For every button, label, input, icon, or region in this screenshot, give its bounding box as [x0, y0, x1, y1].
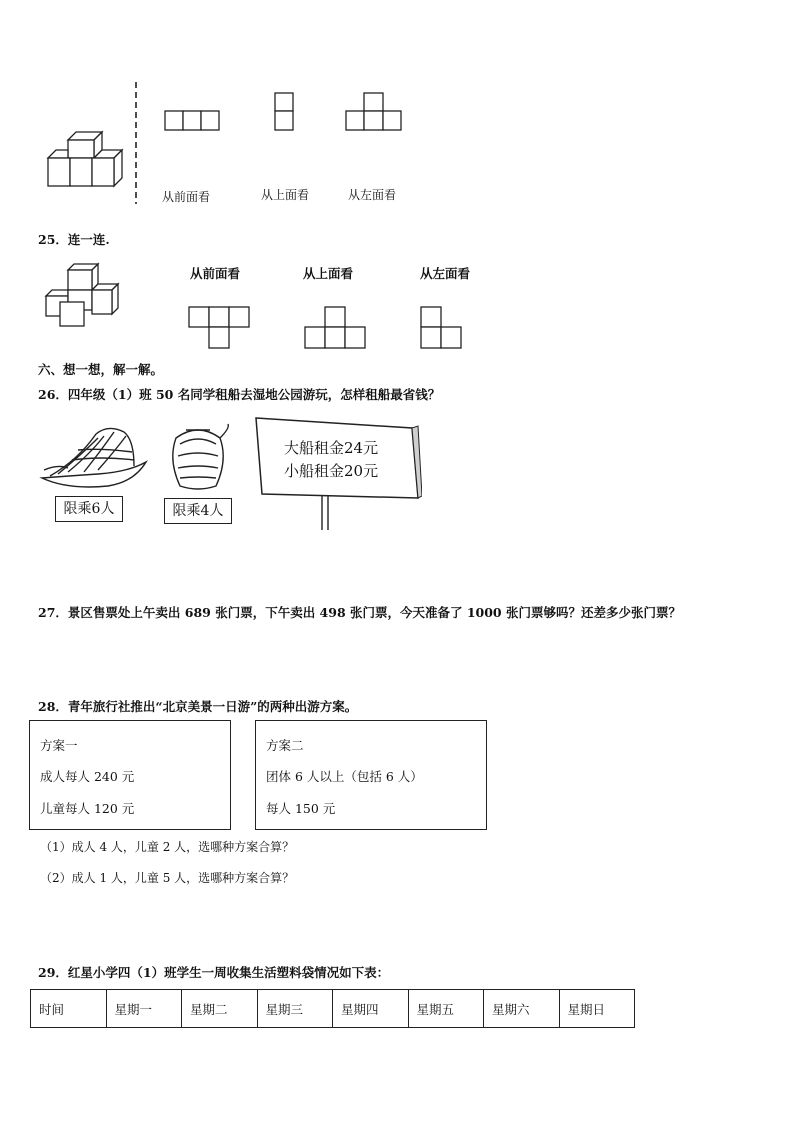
q25-label-top: 从上面看: [303, 266, 354, 281]
plan-one-child-price: 儿童每人 120 元: [40, 801, 135, 816]
small-boat-tag: 限乘4人: [164, 498, 232, 524]
q25-label-front: 从前面看: [190, 266, 241, 281]
big-boat-icon: [38, 420, 150, 492]
plan-two-group-rule: 团体 6 人以上（包括 6 人）: [266, 769, 423, 784]
sign-small-boat-price: 小船租金20元: [284, 462, 379, 480]
table-header-cell: 星期日: [559, 990, 635, 1028]
table-header-cell: 星期三: [257, 990, 333, 1028]
q28-sub2: （2）成人 1 人，儿童 5 人，选哪种方案合算？: [40, 871, 295, 885]
big-boat-tag: 限乘6人: [55, 496, 123, 522]
q28-title: 28．青年旅行社推出“北京美景一日游”的两种出游方案。: [38, 699, 358, 714]
plan-two-price: 每人 150 元: [266, 801, 336, 816]
table-header-cell: 星期四: [333, 990, 409, 1028]
q28-sub1: （1）成人 4 人，儿童 2 人，选哪种方案合算？: [40, 840, 295, 854]
q24-view-top: [274, 92, 296, 132]
q25-view-top: [304, 306, 368, 350]
q25-view-front: [188, 306, 252, 350]
sign-big-boat-price: 大船租金24元: [284, 439, 379, 457]
q24-cube-figure: [44, 128, 128, 190]
table-header-cell: 时间: [31, 990, 107, 1028]
q25-view-left: [420, 306, 466, 350]
section-six-heading: 六、想一想，解一解。: [38, 362, 164, 377]
small-boat-icon: [166, 420, 232, 492]
q24-label-front: 从前面看: [162, 190, 211, 204]
q29-title: 29．红星小学四（1）班学生一周收集生活塑料袋情况如下表：: [38, 965, 390, 980]
q27-title: 27．景区售票处上午卖出 689 张门票，下午卖出 498 张门票，今天准备了 1000 张门票够吗？还差多少张门票？: [38, 605, 681, 620]
plan-two-box: [255, 720, 487, 830]
q24-label-top: 从上面看: [261, 188, 310, 202]
q25-cube-figure: [42, 262, 126, 330]
q24-view-left: [345, 92, 405, 132]
plastic-bag-table: [30, 989, 635, 1028]
plan-two-name: 方案二: [266, 738, 304, 753]
table-header-cell: 星期六: [484, 990, 560, 1028]
q24-view-front: [164, 110, 222, 132]
dashed-divider: [133, 82, 139, 204]
table-header-cell: 星期五: [408, 990, 484, 1028]
q24-label-left: 从左面看: [348, 188, 397, 202]
plan-one-box: [29, 720, 231, 830]
q25-title: 25．连一连.: [38, 232, 110, 247]
plan-one-name: 方案一: [40, 738, 78, 753]
q26-title: 26．四年级（1）班 50 名同学租船去湿地公园游玩，怎样租船最省钱？: [38, 387, 441, 402]
table-header-cell: 星期一: [106, 990, 182, 1028]
plan-one-adult-price: 成人每人 240 元: [40, 769, 135, 784]
table-row: [31, 990, 635, 1028]
q25-label-left: 从左面看: [420, 266, 471, 281]
table-header-cell: 星期二: [182, 990, 258, 1028]
